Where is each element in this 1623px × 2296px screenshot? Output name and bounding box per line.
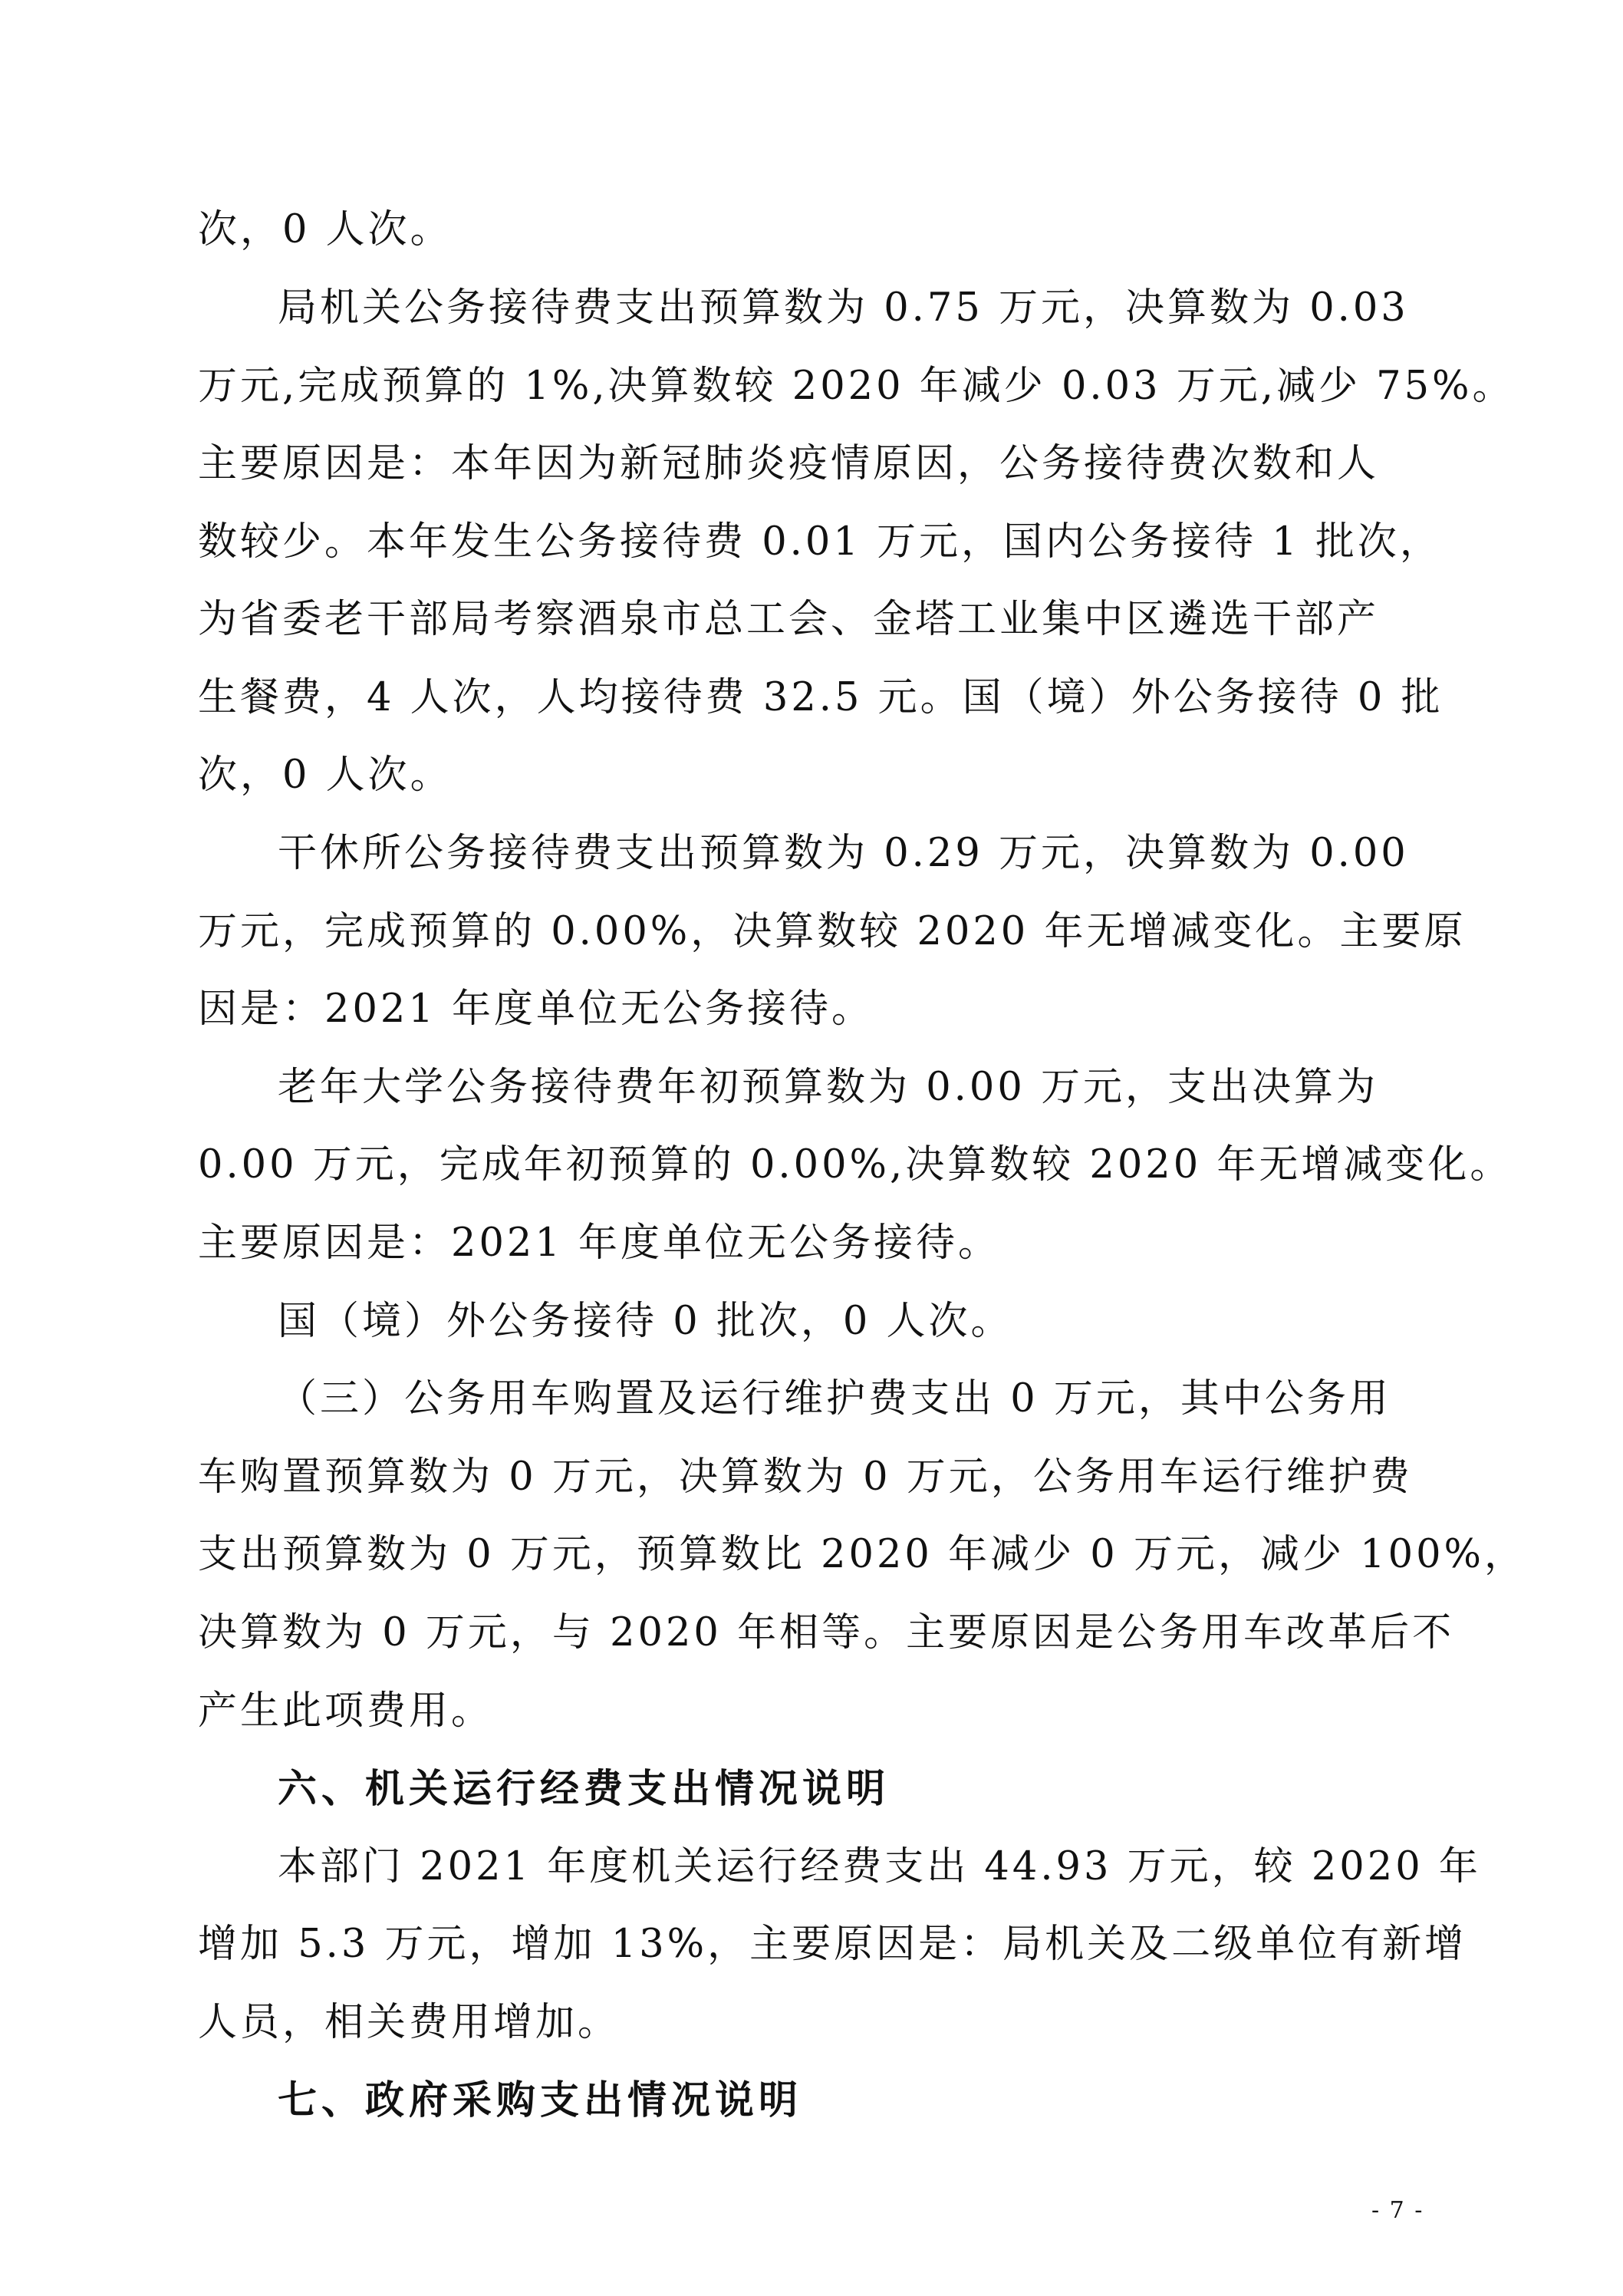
page-number: - 7 - [1371,2197,1424,2224]
paragraph-line: 增加 5.3 万元，增加 13%，主要原因是：局机关及二级单位有新增 [198,1922,1467,1967]
paragraph-line: 为省委老干部局考察酒泉市总工会、金塔工业集中区遴选干部产 [198,597,1380,642]
paragraph-line: 人员，相关费用增加。 [198,2000,621,2045]
paragraph-line: 决算数为 0 万元，与 2020 年相等。主要原因是公务用车改革后不 [198,1610,1455,1655]
paragraph-line: 生餐费，4 人次，人均接待费 32.5 元。国（境）外公务接待 0 批 [198,675,1444,720]
paragraph-line: 局机关公务接待费支出预算数为 0.75 万元，决算数为 0.03 [278,285,1409,331]
section-heading: 六、机关运行经费支出情况说明 [278,1766,891,1812]
paragraph-line: 次，0 人次。 [198,207,453,252]
paragraph-line: 万元,完成预算的 1%,决算数较 2020 年减少 0.03 万元,减少 75%。 [198,364,1515,409]
paragraph-line: 产生此项费用。 [198,1688,494,1734]
section-heading: 七、政府采购支出情况说明 [278,2077,803,2123]
paragraph-line: 数较少。本年发生公务接待费 0.01 万元，国内公务接待 1 批次， [198,519,1442,565]
paragraph-line: 本部门 2021 年度机关运行经费支出 44.93 万元，较 2020 年 [278,1844,1481,1889]
paragraph-line: 主要原因是：本年因为新冠肺炎疫情原因，公务接待费次数和人 [198,441,1380,486]
paragraph-line: 支出预算数为 0 万元，预算数比 2020 年减少 0 万元，减少 100%， [198,1532,1526,1577]
paragraph-line: 国（境）外公务接待 0 批次，0 人次。 [278,1299,1013,1344]
paragraph-line: 主要原因是：2021 年度单位无公务接待。 [198,1220,1001,1266]
paragraph-line: 因是：2021 年度单位无公务接待。 [198,987,874,1032]
paragraph-line: 万元，完成预算的 0.00%，决算数较 2020 年无增减变化。主要原 [198,909,1467,954]
paragraph-line: 老年大学公务接待费年初预算数为 0.00 万元，支出决算为 [278,1065,1378,1110]
paragraph-line: 0.00 万元，完成年初预算的 0.00%,决算数较 2020 年无增减变化。 [198,1142,1513,1188]
paragraph-line: 次，0 人次。 [198,753,453,798]
paragraph-line: 车购置预算数为 0 万元，决算数为 0 万元，公务用车运行维护费 [198,1454,1413,1500]
paragraph-line: 干休所公务接待费支出预算数为 0.29 万元，决算数为 0.00 [278,831,1409,876]
paragraph-line: （三）公务用车购置及运行维护费支出 0 万元，其中公务用 [278,1376,1391,1421]
